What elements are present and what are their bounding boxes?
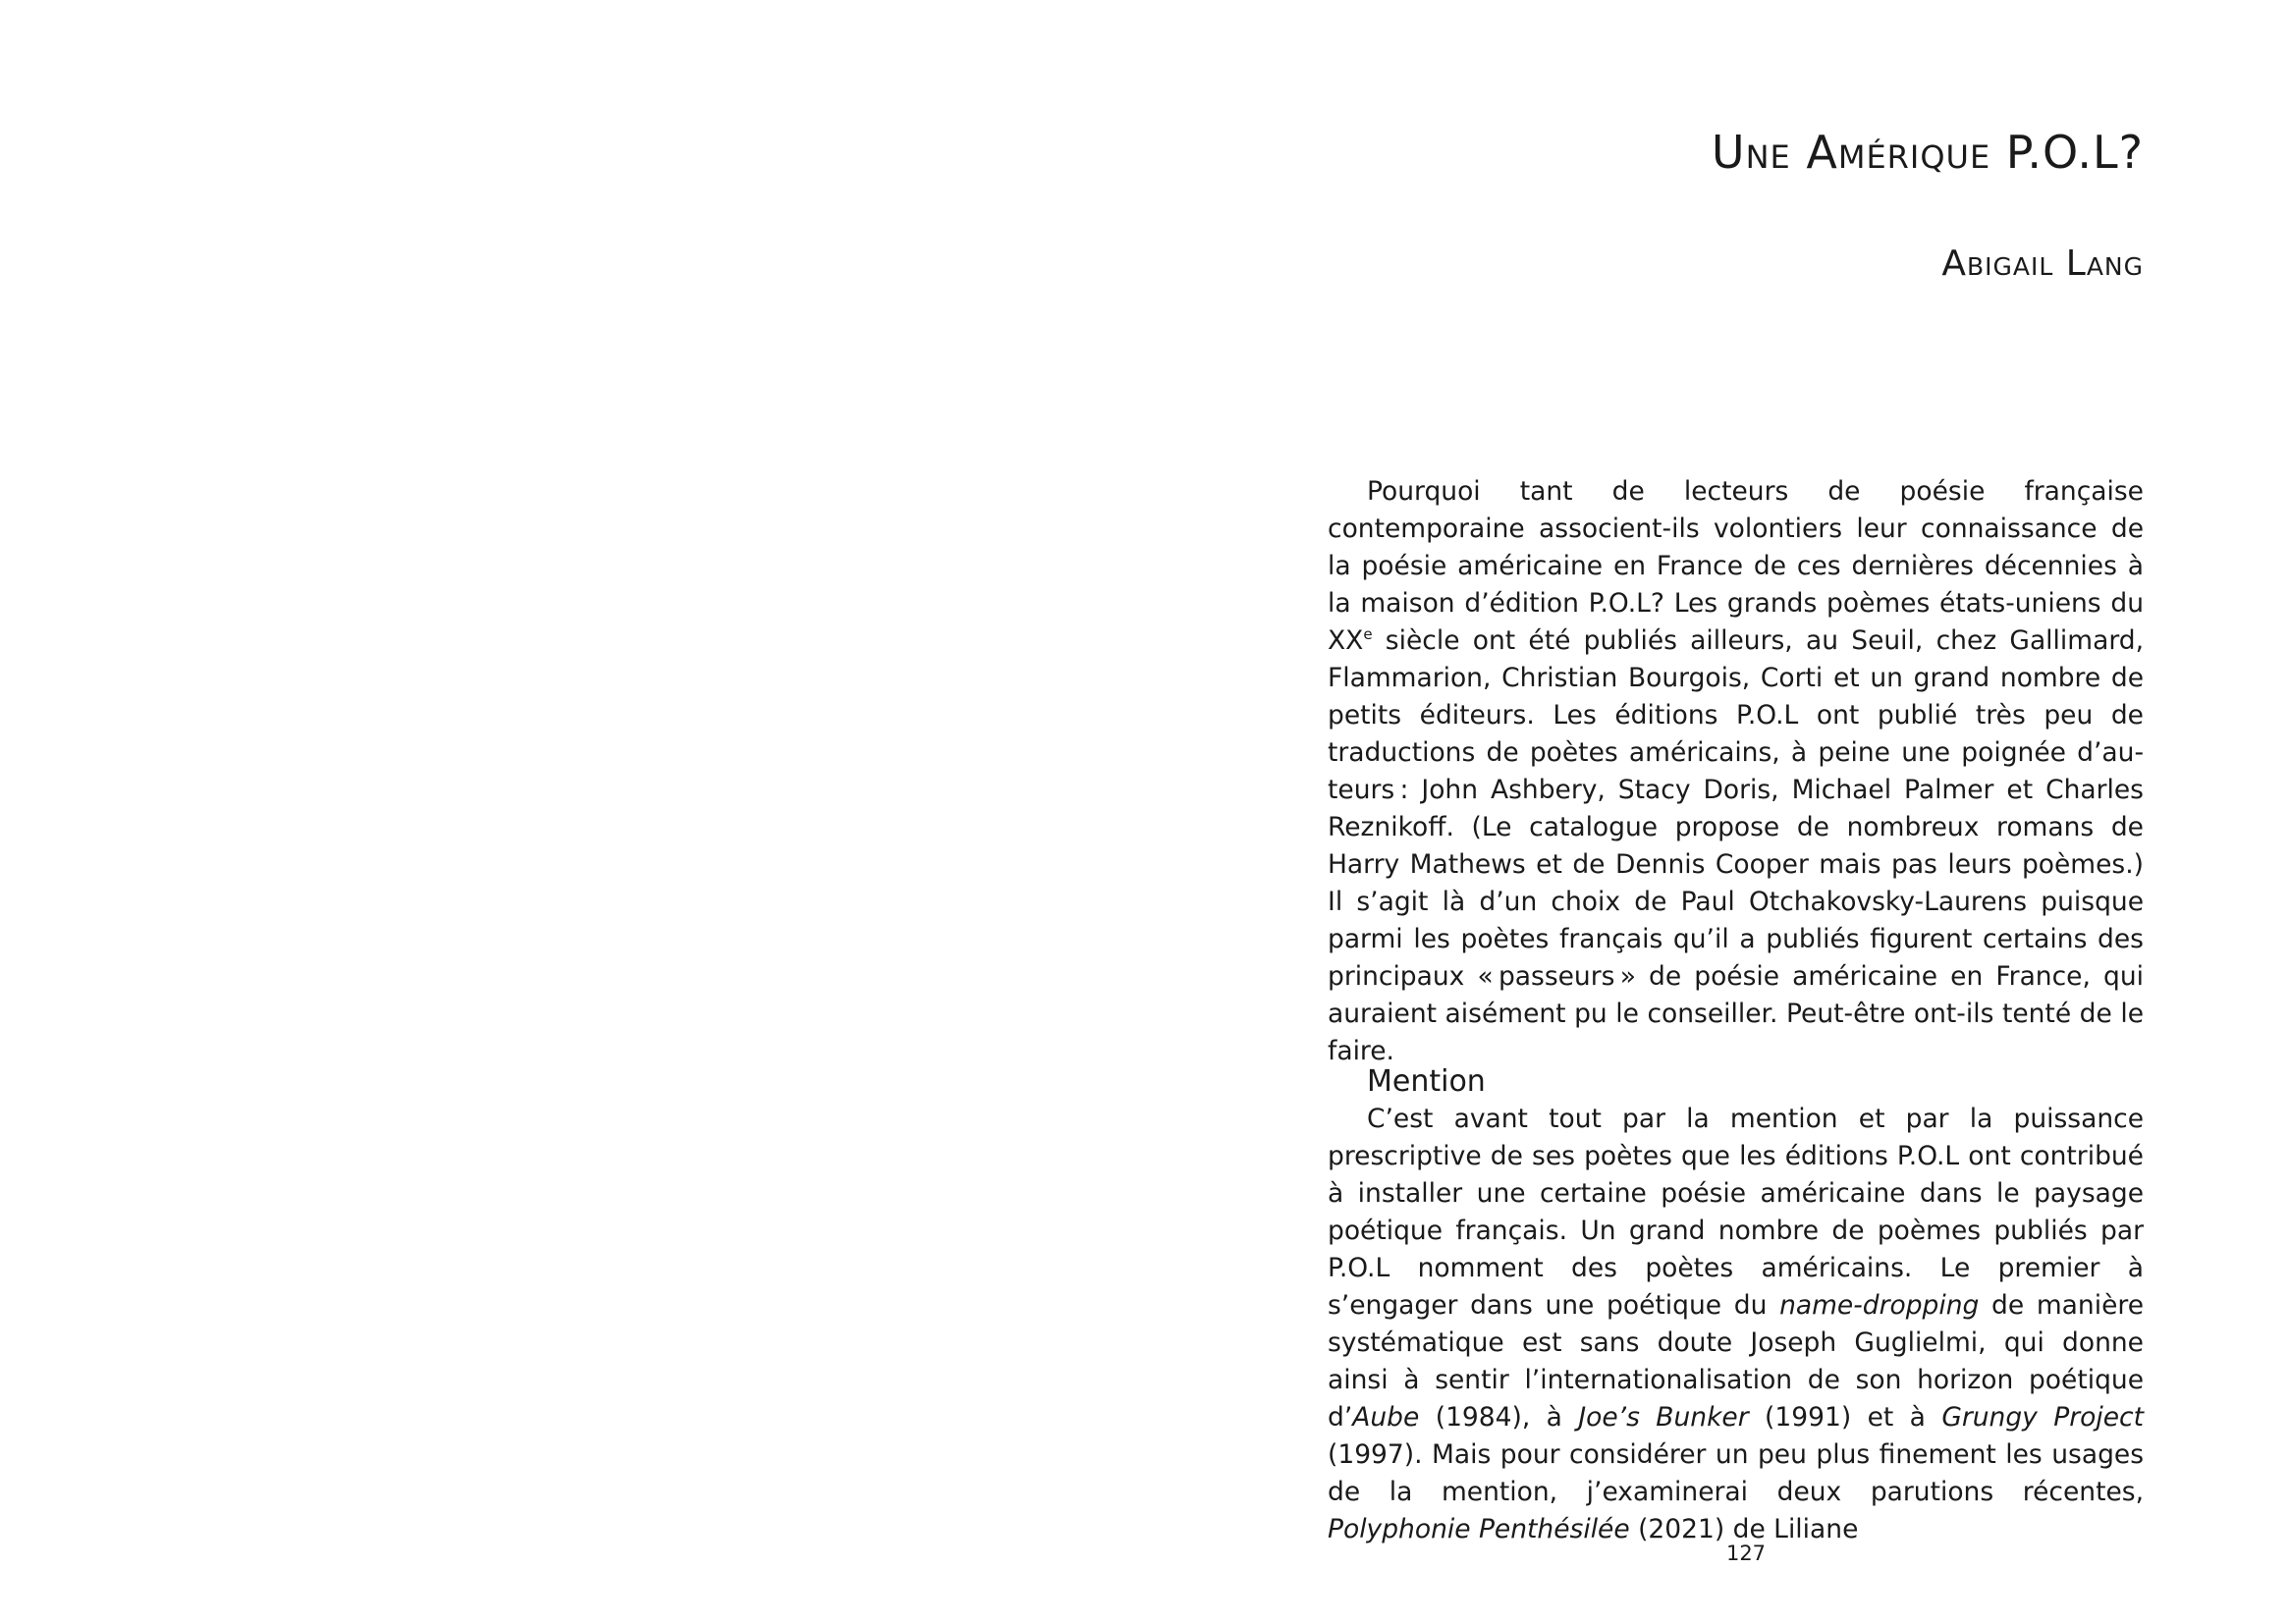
section-heading: Mention bbox=[1367, 1064, 1486, 1099]
mention-paragraph bbox=[1328, 1101, 2144, 1548]
page-number: 127 bbox=[1725, 1542, 1767, 1565]
mention-italic-3: Joe’s Bunker bbox=[1578, 1402, 1749, 1433]
century-superscript: e bbox=[1363, 625, 1373, 643]
mention-text-4: (1991) et à bbox=[1748, 1402, 1942, 1433]
mention-italic-4: Grungy Project bbox=[1941, 1402, 2144, 1433]
mention-text-1: C’est avant tout par la mention et par la puissance prescriptive de ses poètes que les éditions P.O.L ont contribué à installer une certaine poésie américaine dans le paysage poétique français. Un grand nombre de poèmes publiés par P.O.L nomment des poètes américains. Le premier à s’engager dans une poétique du bbox=[1328, 1104, 2144, 1321]
mention-text-5: (1997). Mais pour considérer un peu plus finement les usages de la mention, j’examinerai deux parutions récentes, bbox=[1328, 1439, 2144, 1507]
mention-text-3: (1984), à bbox=[1419, 1402, 1579, 1433]
intro-text-1: Pourquoi tant de lecteurs de poésie française contemporaine associent-ils volontiers leur connaissance de la poésie américaine en France de ces dernières décennies à la maison d’édition P.O.L? Les grands poèmes états-uniens du XX bbox=[1328, 476, 2144, 656]
intro-paragraph bbox=[1328, 473, 2144, 1070]
article-author: Abigail Lang bbox=[1941, 244, 2144, 284]
article-title: Une Amérique P.O.L? bbox=[1711, 126, 2144, 179]
mention-italic-1: name-dropping bbox=[1779, 1290, 1980, 1321]
left-page-blank bbox=[0, 0, 1144, 1624]
mention-text-2: de manière systématique est sans doute Joseph Guglielmi, qui donne ainsi à sentir l’internationalisation de son horizon poétique d’ bbox=[1328, 1290, 2145, 1433]
mention-text-6: (2021) de Liliane bbox=[1629, 1514, 1859, 1544]
intro-block bbox=[1328, 473, 2144, 1070]
mention-italic-5: Polyphonie Penthésilée bbox=[1328, 1514, 1630, 1544]
mention-section bbox=[1328, 1063, 2144, 1548]
right-page bbox=[1144, 0, 2289, 1624]
mention-italic-2: Aube bbox=[1352, 1402, 1420, 1433]
intro-text-2: siècle ont été publiés ailleurs, au Seuil, chez Gallimard, Flammarion, Christian Bourgois, Corti et un grand nombre de petits éditeurs. Les éditions P.O.L ont publié très peu de traductions de poètes américains, à peine une poignée d’auteurs : John Ashbery, Stacy Doris, Michael Palmer et Charles Reznikoff. (Le catalogue propose de nombreux romans de Harry Mathews et de Dennis Cooper mais pas leurs poèmes.) Il s’agit là d’un choix de Paul Otchakovsky-Laurens puisque parmi les poètes français qu’il a publiés figurent certains des principaux « passeurs » de poésie américaine en France, qui auraient aisément pu le conseiller. Peut-être ont-ils tenté de le faire. bbox=[1328, 625, 2144, 1066]
